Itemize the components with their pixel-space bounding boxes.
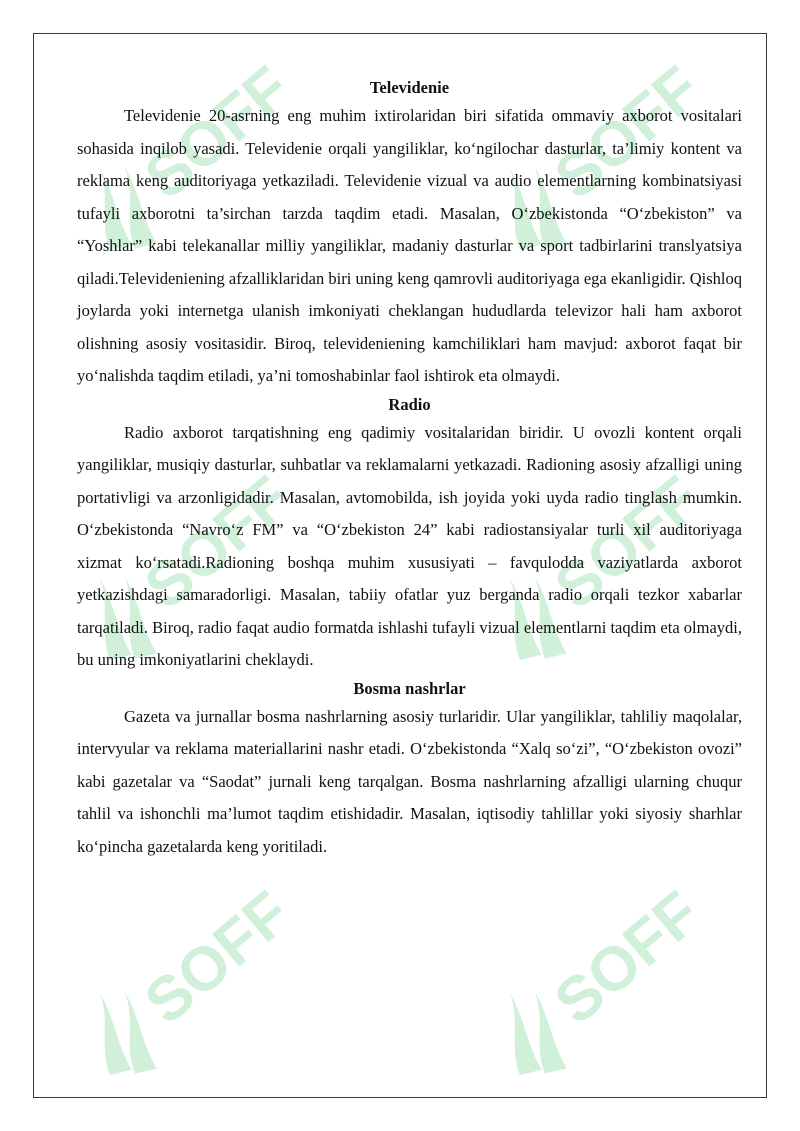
section-heading: Radio — [388, 394, 431, 414]
document-body — [77, 76, 742, 863]
watermark-text: SOFF — [132, 53, 304, 213]
watermark-text: SOFF — [542, 878, 714, 1038]
section-heading: Televidenie — [369, 78, 450, 97]
section-radio — [77, 393, 742, 677]
section-paragraph: Radio axborot tarqatishning eng qadimiy vositalaridan biridir. U ovozli kontent orqali yangiliklar, musiqiy dasturlar, suhbatlar va reklamalarni yetkazadi. Radioning asosiy afzalligi uning portativligi va arzonligidadir. Masalan, avtomobilda, ish joyida yoki uyda radio tinglash mumkin. O‘zbekistonda “Navro‘z FM” va “O‘zbekiston 24” kabi radiostansiyalar turli xil auditoriyaga xizmat ko‘rsatadi.Radioning boshqa muhim xususiyati – favqulodda vaziyatlarda axborot yetkazishdagi samaradorligi. Masalan, tabiiy ofatlar yuz berganda radio orqali tezkor xabarlar tarqatiladi. Biroq, radio faqat audio formatda ishlashi tufayli vizual elementlarni taqdim eta olmaydi, bu uning imkoniyatlarini cheklaydi. — [77, 422, 742, 669]
section-bosma-nashrlar — [77, 677, 742, 864]
section-televidenie — [77, 76, 742, 393]
section-heading: Bosma nashrlar — [353, 678, 466, 698]
section-paragraph: Televidenie 20-asrning eng muhim ixtirolaridan biri sifatida ommaviy axborot vositalari sohasida inqilob yasadi. Televidenie orqali yangiliklar, ko‘ngilochar dasturlar, ta’limiy kontent va reklama keng auditoriyaga yetkaziladi. Televidenie vizual va audio elementlarning kombinatsiyasi tufayli axborotni ta’sirchan tarzda taqdim etadi. Masalan, O‘zbekistonda “O‘zbekiston” va “Yoshlar” kabi telekanallar milliy yangiliklar, madaniy dasturlar va sport tadbirlarini translyatsiya qiladi.Televideniening afzalliklaridan biri uning keng qamrovli auditoriyaga ega ekanligidir. Qishloq joylarda yoki internetga ulanish imkoniyati cheklangan hududlarda televizor hali ham axborot olishning asosiy vositasidir. Biroq, televideniening kamchiliklari ham mavjud: axborot faqat bir yo‘nalishda taqdim etiladi, ya’ni tomoshabinlar faol ishtirok eta olmaydi. — [77, 106, 742, 385]
watermark-text: SOFF — [542, 463, 714, 623]
watermark-text: SOFF — [132, 463, 304, 623]
watermark-text: SOFF — [132, 878, 304, 1038]
watermark-text: SOFF — [542, 53, 714, 213]
section-paragraph: Gazeta va jurnallar bosma nashrlarning asosiy turlaridir. Ular yangiliklar, tahliliy maqolalar, intervyular va reklama materiallarini nashr etadi. O‘zbekistonda “Xalq so‘zi”, “O‘zbekiston ovozi” kabi gazetalar va “Saodat” jurnali keng tarqalgan. Bosma nashrlarning afzalligi ularning chuqur tahlil va ishonchli ma’lumot taqdim etishidadir. Masalan, iqtisodiy tahlillar yoki siyosiy sharhlar ko‘pincha gazetalarda keng yoritiladi. — [77, 706, 742, 856]
